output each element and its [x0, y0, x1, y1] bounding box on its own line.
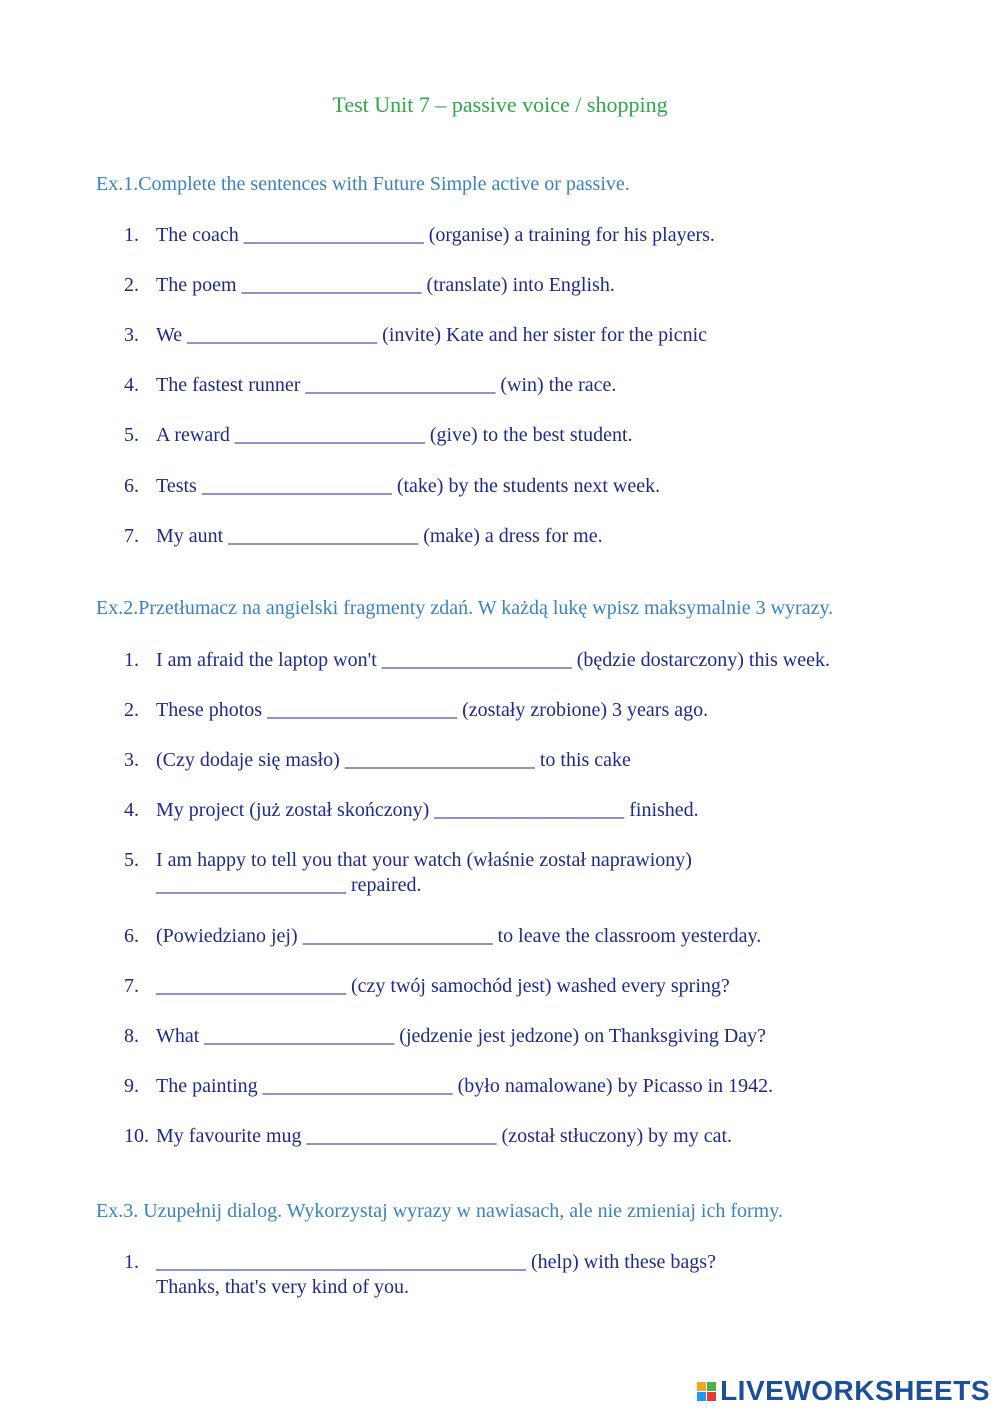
item-number: 5.: [124, 424, 139, 446]
item-number: 1.: [124, 1251, 139, 1273]
logo-tile: [697, 1392, 706, 1401]
item-number: 4.: [124, 799, 139, 821]
item-number: 6.: [124, 925, 139, 947]
item-text: The poem __________________ (translate) into English.: [156, 274, 615, 296]
logo-tile: [697, 1382, 706, 1391]
page-title: Test Unit 7 – passive voice / shopping: [332, 92, 668, 117]
item-number: 3.: [124, 749, 139, 771]
exercise-1-heading: Ex.1.Complete the sentences with Future Simple active or passive.: [96, 173, 630, 195]
item-text: I am afraid the laptop won't ___________________ (będzie dostarczony) this week.: [156, 649, 830, 671]
logo-tile: [707, 1392, 716, 1401]
item-number: 2.: [124, 274, 139, 296]
logo-tile: [707, 1382, 716, 1391]
item-text: These photos ___________________ (zostały zrobione) 3 years ago.: [156, 699, 709, 721]
liveworksheets-logo: [697, 1375, 990, 1407]
item-text: _____________________________________ (help) with these bags?: [156, 1251, 716, 1273]
item-number: 6.: [124, 475, 139, 497]
item-text-continued: Thanks, that's very kind of you.: [156, 1276, 410, 1298]
item-number: 7.: [124, 975, 139, 997]
item-text-continued: ___________________ repaired.: [156, 874, 422, 896]
item-text: The painting ___________________ (było namalowane) by Picasso in 1942.: [156, 1075, 774, 1097]
item-text: My project (już został skończony) ___________________ finished.: [156, 799, 699, 821]
item-text: The fastest runner ___________________ (win) the race.: [156, 374, 617, 396]
item-text: ___________________ (czy twój samochód jest) washed every spring?: [156, 975, 730, 997]
item-number: 1.: [124, 224, 139, 246]
item-text: I am happy to tell you that your watch (właśnie został naprawiony): [156, 849, 692, 871]
item-text: (Czy dodaje się masło) ___________________ to this cake: [156, 749, 631, 771]
item-number: 1.: [124, 649, 139, 671]
liveworksheets-logo-icon: [697, 1382, 716, 1401]
item-number: 7.: [124, 525, 139, 547]
logo-text: LIVEWORKSHEETS: [720, 1375, 990, 1406]
item-number: 4.: [124, 374, 139, 396]
item-number: 3.: [124, 324, 139, 346]
item-text: My favourite mug ___________________ (został stłuczony) by my cat.: [156, 1125, 733, 1147]
item-text: The coach __________________ (organise) a training for his players.: [156, 224, 715, 246]
item-number: 2.: [124, 699, 139, 721]
item-number: 8.: [124, 1025, 139, 1047]
item-number: 5.: [124, 849, 139, 871]
item-number: 9.: [124, 1075, 139, 1097]
item-text: We ___________________ (invite) Kate and her sister for the picnic: [156, 324, 708, 346]
item-number: 10.: [124, 1125, 149, 1147]
item-text: (Powiedziano jej) ___________________ to leave the classroom yesterday.: [156, 925, 762, 947]
item-text: My aunt ___________________ (make) a dress for me.: [156, 525, 603, 547]
exercise-2-heading: Ex.2.Przetłumacz na angielski fragmenty zdań. W każdą lukę wpisz maksymalnie 3 wyrazy.: [96, 597, 834, 619]
item-text: A reward ___________________ (give) to the best student.: [156, 424, 633, 446]
exercise-3-heading: Ex.3. Uzupełnij dialog. Wykorzystaj wyrazy w nawiasach, ale nie zmieniaj ich formy.: [96, 1200, 783, 1222]
item-text: Tests ___________________ (take) by the students next week.: [156, 475, 661, 497]
item-text: What ___________________ (jedzenie jest jedzone) on Thanksgiving Day?: [156, 1025, 767, 1047]
